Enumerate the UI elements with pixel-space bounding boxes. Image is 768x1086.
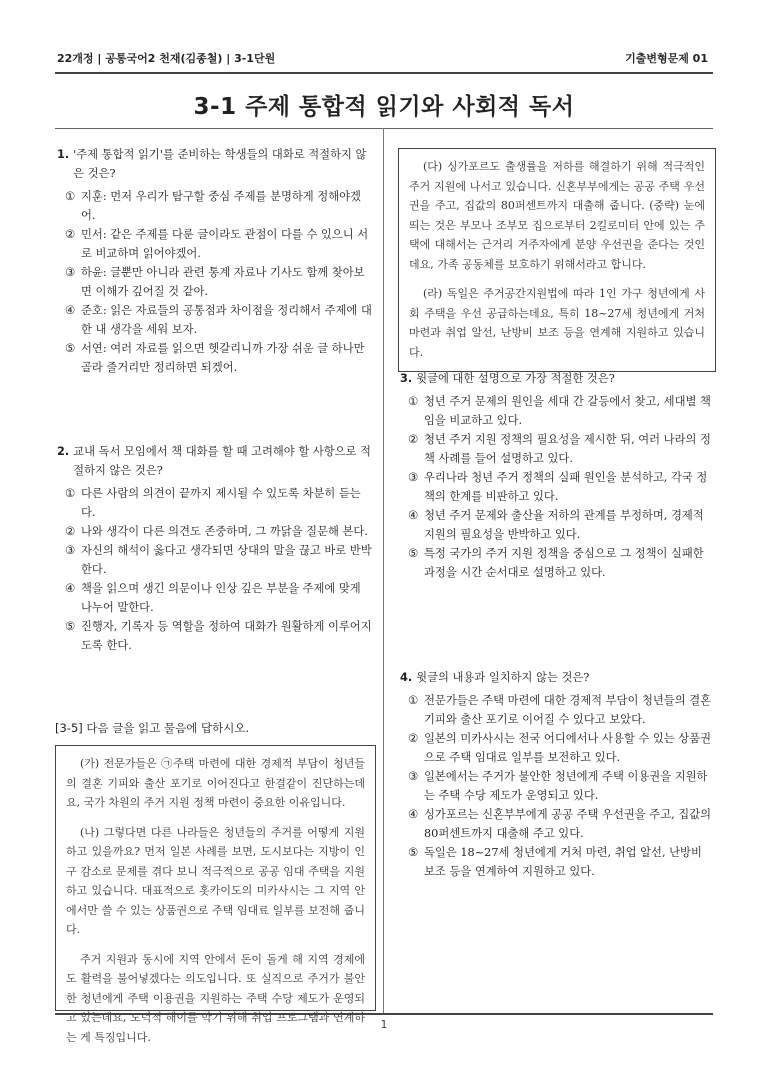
answer-option[interactable] bbox=[400, 430, 716, 468]
option-mark: ③ bbox=[408, 471, 419, 484]
option-mark: ① bbox=[65, 487, 76, 500]
header-left: 22개정 | 공통국어2 천재(김종철) | 3-1단원 bbox=[57, 52, 276, 65]
option-text: 일본의 미카사시는 전국 어디에서나 사용할 수 있는 상품권으로 주택 임대료 일부를 보전하고 있다. bbox=[424, 732, 712, 764]
option-text: 다른 사람의 의견이 끝까지 제시될 수 있도록 차분히 듣는다. bbox=[81, 487, 361, 519]
option-mark: ① bbox=[65, 190, 76, 203]
option-text: 준호: 읽은 자료들의 공통점과 차이점을 정리해서 주제에 대한 내 생각을 세워 보자. bbox=[81, 304, 372, 336]
question-number: 1. bbox=[57, 148, 70, 161]
option-text: 지훈: 먼저 우리가 탐구할 중심 주제를 분명하게 정해야겠어. bbox=[81, 190, 361, 222]
option-mark: ③ bbox=[65, 544, 76, 557]
answer-option[interactable] bbox=[57, 339, 375, 377]
option-mark: ① bbox=[408, 694, 419, 707]
header-divider bbox=[55, 72, 713, 74]
answer-option[interactable] bbox=[400, 691, 716, 729]
answer-option[interactable] bbox=[400, 468, 716, 506]
passage-paragraph: (다) 싱가포르도 출생률을 저하를 해결하기 위해 적극적인 주거 지원에 나서고 있습니다. 신혼부부에게는 공공 주택 우선권을 주고, 집값의 80퍼센트까지 대출해 줍니다. (중략) 눈에 띄는 것은 부모나 조부모 집으로부터 2킬로미터 안에 있는 주택에 대해서는 근거리 거주자에게 분양 우선권을 준다는 것인데요, 가족 공동체를 보호하기 위해서라고 합니다. bbox=[409, 160, 705, 271]
option-mark: ⑤ bbox=[65, 620, 76, 633]
option-text: 독일은 18~27세 청년에게 거처 마련, 취업 알선, 난방비 보조 등을 연계하여 지원하고 있다. bbox=[424, 846, 702, 878]
passage-paragraph: (가) 전문가들은 ㉠주택 마련에 대한 경제적 부담이 청년들의 결혼 기피와 출산 포기로 이어진다고 한결같이 진단하는데요, 국가 차원의 주거 지원 정책 마련이 중요한 이유입니다. bbox=[66, 757, 365, 809]
option-text: 민서: 같은 주제를 다룬 글이라도 관점이 다를 수 있으니 서로 비교하며 읽어야겠어. bbox=[81, 228, 369, 260]
option-mark: ④ bbox=[408, 808, 419, 821]
option-text: 일본에서는 주거가 불안한 청년에게 주택 이용권을 지원하는 주택 수당 제도가 운영되고 있다. bbox=[424, 770, 708, 802]
question-stem: '주제 통합적 읽기'를 준비하는 학생들의 대화로 적절하지 않은 것은? bbox=[73, 148, 367, 180]
option-mark: ② bbox=[408, 433, 419, 446]
option-mark: ⑤ bbox=[408, 547, 419, 560]
question-stem: 교내 독서 모임에서 책 대화를 할 때 고려해야 할 사항으로 적절하지 않은 것은? bbox=[73, 445, 371, 477]
question-number: 3. bbox=[400, 372, 413, 385]
option-text: 하윤: 글뿐만 아니라 관련 통계 자료나 기사도 함께 찾아보면 이해가 깊어질 것 같아. bbox=[81, 266, 365, 298]
option-text: 자신의 해석이 옳다고 생각되면 상대의 말을 끊고 바로 반박한다. bbox=[81, 544, 372, 576]
passage-box-left bbox=[55, 745, 376, 1044]
option-mark: ④ bbox=[408, 509, 419, 522]
title-divider bbox=[55, 128, 713, 129]
option-mark: ② bbox=[65, 228, 76, 241]
option-mark: ① bbox=[408, 395, 419, 408]
option-text: 진행자, 기록자 등 역할을 정하여 대화가 원활하게 이루어지도록 한다. bbox=[81, 620, 372, 652]
option-text: 서연: 여러 자료를 읽으면 헷갈리니까 가장 쉬운 글 하나만 골라 줄거리만 정리하면 되겠어. bbox=[81, 342, 365, 374]
page-title: 3-1 주제 통합적 읽기와 사회적 독서 bbox=[193, 94, 575, 120]
option-text: 특정 국가의 주거 지원 정책을 중심으로 그 정책이 실패한 과정을 시간 순서대로 설명하고 있다. bbox=[424, 547, 704, 579]
passage-paragraph: 주거 지원과 동시에 지역 안에서 돈이 돌게 해 지역 경제에도 활력을 불어넣겠다는 의도입니다. 또 실직으로 주거가 불안한 청년에게 주택 이용권을 지원하는 주택 수당 제도가 운영되고 있는데요, 도덕적 해이를 막기 위해 취업 프로그램과 연계하는 게 특징입니다. bbox=[66, 952, 365, 1044]
answer-option[interactable] bbox=[57, 301, 375, 339]
option-text: 싱가포르는 신혼부부에게 공공 주택 우선권을 주고, 집값의 80퍼센트까지 대출해 주고 있다. bbox=[424, 808, 712, 840]
option-text: 청년 주거 지원 정책의 필요성을 제시한 뒤, 여러 나라의 정책 사례를 들어 설명하고 있다. bbox=[424, 433, 711, 465]
option-mark: ③ bbox=[65, 266, 76, 279]
option-text: 청년 주거 문제와 출산율 저하의 관계를 부정하며, 경제적 지원의 필요성을 반박하고 있다. bbox=[424, 509, 704, 541]
answer-option[interactable] bbox=[400, 392, 716, 430]
option-mark: ④ bbox=[65, 304, 76, 317]
answer-option[interactable] bbox=[57, 617, 375, 655]
question-number: 4. bbox=[400, 671, 413, 684]
option-mark: ② bbox=[408, 732, 419, 745]
passage-paragraph: (나) 그렇다면 다른 나라들은 청년들의 주거를 어떻게 지원하고 있을까요? 먼저 일본 사례를 보면, 도시보다는 지방이 인구 감소로 문제를 겪다 보니 적극적으로 공공 임대 주택을 지원하고 있습니다. 대표적으로 홋카이도의 미카사시는 그 지역 안에서만 쓸 수 있는 상품권으로 주택 임대료 일부를 보전해 줍니다. bbox=[66, 825, 365, 936]
option-mark: ④ bbox=[65, 582, 76, 595]
answer-option[interactable] bbox=[57, 187, 375, 225]
passage-instruction: [3-5] 다음 글을 읽고 물음에 답하시오. bbox=[55, 721, 250, 735]
option-mark: ⑤ bbox=[65, 342, 76, 355]
answer-option[interactable] bbox=[57, 579, 375, 617]
option-mark: ③ bbox=[408, 770, 419, 783]
question-4 bbox=[400, 668, 716, 881]
option-text: 전문가들은 주택 마련에 대한 경제적 부담이 청년들의 결혼 기피와 출산 포기로 이어질 수 있다고 보았다. bbox=[424, 694, 712, 726]
answer-option[interactable] bbox=[400, 544, 716, 582]
answer-option[interactable] bbox=[400, 843, 716, 881]
column-divider bbox=[383, 128, 384, 1013]
question-3 bbox=[400, 369, 716, 582]
question-stem: 윗글에 대한 설명으로 가장 적절한 것은? bbox=[416, 372, 615, 385]
passage-paragraph: (라) 독일은 주거공간지원법에 따라 1인 가구 청년에게 사회 주택을 우선 공급하는데요, 특히 18~27세 청년에게 거처 마련과 취업 알선, 난방비 보조 등을 연계해 지원하고 있습니다. bbox=[409, 287, 705, 359]
question-2 bbox=[57, 442, 375, 655]
answer-option[interactable] bbox=[57, 263, 375, 301]
header-right: 기출변형문제 01 bbox=[625, 52, 708, 65]
answer-option[interactable] bbox=[400, 729, 716, 767]
option-text: 나와 생각이 다른 의견도 존중하며, 그 까닭을 질문해 본다. bbox=[81, 525, 368, 538]
passage-box-right bbox=[398, 148, 716, 372]
option-text: 청년 주거 문제의 원인을 세대 간 갈등에서 찾고, 세대별 책임을 비교하고 있다. bbox=[424, 395, 711, 427]
answer-option[interactable] bbox=[400, 805, 716, 843]
option-text: 책을 읽으며 생긴 의문이나 인상 깊은 부분을 주제에 맞게 나누어 말한다. bbox=[81, 582, 361, 614]
option-mark: ② bbox=[65, 525, 76, 538]
page-number: 1 bbox=[380, 1018, 388, 1031]
answer-option[interactable] bbox=[400, 767, 716, 805]
footer-divider bbox=[55, 1013, 713, 1015]
answer-option[interactable] bbox=[57, 225, 375, 263]
question-number: 2. bbox=[57, 445, 70, 458]
option-mark: ⑤ bbox=[408, 846, 419, 859]
answer-option[interactable] bbox=[57, 522, 375, 541]
answer-option[interactable] bbox=[57, 484, 375, 522]
question-stem: 윗글의 내용과 일치하지 않는 것은? bbox=[416, 671, 590, 684]
answer-option[interactable] bbox=[400, 506, 716, 544]
question-1 bbox=[57, 145, 375, 377]
answer-option[interactable] bbox=[57, 541, 375, 579]
option-text: 우리나라 청년 주거 정책의 실패 원인을 분석하고, 각국 정책의 한계를 비판하고 있다. bbox=[424, 471, 708, 503]
